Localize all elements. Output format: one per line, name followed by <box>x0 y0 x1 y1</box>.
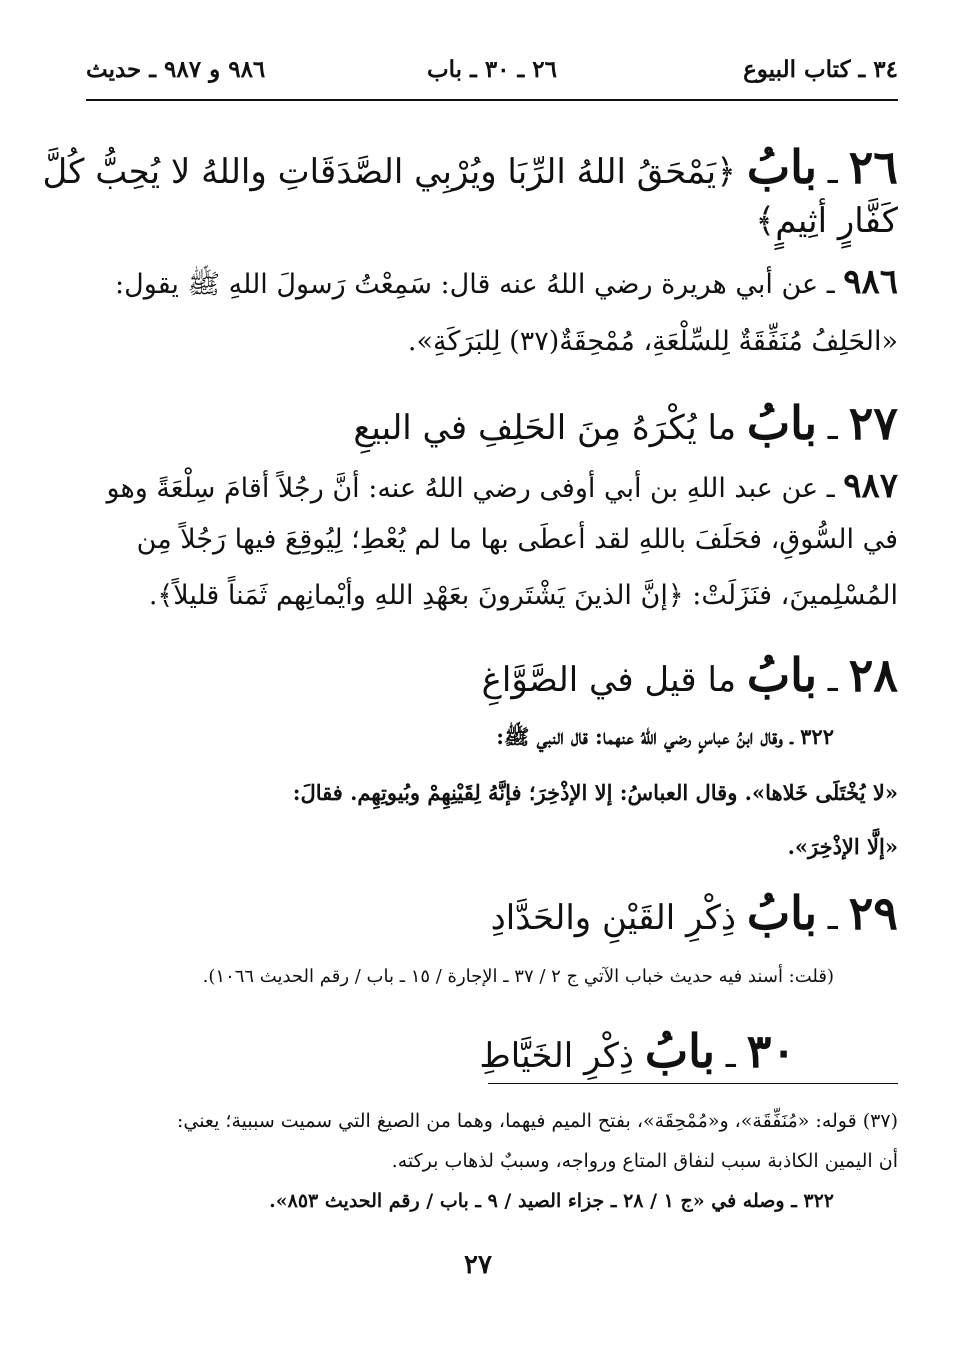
hadith-text: ـ عن أبي هريرة رضي اللهُ عنه قال: سَمِعْتُ رَسولَ اللهِ ﷺ يقول: <box>115 269 844 300</box>
muallaq-322-line-3: «إلَّا الإذْخِرَ». <box>787 834 898 859</box>
chapter-title: ذِكْرِ الخَيَّاطِ <box>479 1036 645 1076</box>
chapter-26-heading <box>42 140 898 194</box>
chapter-30-heading <box>56 1024 796 1078</box>
chapter-title: ذِكْرِ القَيْنِ والحَدَّادِ <box>490 898 747 938</box>
page-number: ٢٧ <box>464 1250 492 1280</box>
chapter-bab-word: بابُ <box>746 886 817 940</box>
chapter-28-heading <box>56 648 898 702</box>
header-chapter-range: ٢٦ ـ ٣٠ ـ باب <box>426 56 558 83</box>
chapter-26-heading-continued: كَفَّارٍ أثِيمٍ﴾ <box>755 201 898 241</box>
chapter-number: ٣٠ <box>746 1024 796 1078</box>
chapter-number: ٢٧ <box>848 396 898 450</box>
chapter-separator: ـ <box>817 660 849 700</box>
running-header <box>86 56 898 96</box>
header-hadith-range: ٩٨٦ و ٩٨٧ ـ حديث <box>86 56 266 83</box>
chapter-number: ٢٦ <box>848 140 898 194</box>
muallaq-322-line-1: ٣٢٢ ـ وقال ابنُ عباسٍ رضي اللهُ عنهما: قال النبي ﷺ: <box>496 724 834 749</box>
hadith-987-line-2: في السُّوقِ، فحَلَفَ باللهِ لقد أعطَى بها ما لم يُعْطِ؛ لِيُوقِعَ فيها رَجُلاً مِن <box>136 524 898 555</box>
chapter-29-heading <box>56 886 898 940</box>
chapter-title: ما قيل في الصَّوَّاغِ <box>481 660 747 700</box>
chapter-separator: ـ <box>817 408 849 448</box>
chapter-number: ٢٨ <box>848 648 898 702</box>
chapter-bab-word: بابُ <box>746 648 817 702</box>
footnote-37-line-2: أن اليمين الكاذبة سبب لنفاق المتاع ورواجه، وسببٌ لذهاب بركته. <box>391 1150 898 1172</box>
footnote-divider <box>488 1083 898 1084</box>
chapter-number: ٢٩ <box>848 886 898 940</box>
chapter-title: ﴿يَمْحَقُ اللهُ الرِّبَا ويُرْبِي الصَّدَقَاتِ واللهُ لا يُحِبُّ كُلَّ <box>42 152 747 192</box>
hadith-986-line-2: «الحَلِفُ مُنَفِّقَةٌ لِلسِّلْعَةِ، مُمْحِقَةٌ(٣٧) لِلبَرَكَةِ». <box>407 326 898 357</box>
hadith-number: ٩٨٦ <box>843 262 898 302</box>
footnote-322: ٣٢٢ ـ وصله في «ج ١ / ٢٨ ـ جزاء الصيد / ٩ ـ باب / رقم الحديث ٨٥٣». <box>269 1190 834 1212</box>
chapter-separator: ـ <box>817 152 849 192</box>
hadith-987-line-3: المُسْلِمينَ، فنَزَلَتْ: ﴿إنَّ الذينَ يَشْتَرونَ بعَهْدِ اللهِ وأيْمانِهم ثَمَناً قليلاً﴾. <box>148 580 898 611</box>
chapter-27-heading <box>56 396 898 450</box>
chapter-bab-word: بابُ <box>746 396 817 450</box>
footnote-37-line-1: (٣٧) قوله: «مُنَفِّقَة»، و«مُمْحِقَة»، بفتح الميم فيهما، وهما من الصيغ التي سميت سببية؛ يعني: <box>176 1110 898 1132</box>
hadith-number: ٩٨٧ <box>843 466 898 506</box>
hadith-text: ـ عن عبد اللهِ بن أبي أوفى رضي اللهُ عنه: أنَّ رجُلاً أقامَ سِلْعَةً وهو <box>106 473 844 504</box>
hadith-986-line-1 <box>56 262 898 307</box>
chapter-title: ما يُكْرَهُ مِنَ الحَلِفِ في البيعِ <box>353 408 747 448</box>
hadith-987-line-1 <box>56 466 898 506</box>
chapter-bab-word: بابُ <box>746 140 817 194</box>
header-book-title: ٣٤ ـ كتاب البيوع <box>743 56 898 83</box>
chapter-separator: ـ <box>715 1036 747 1076</box>
muallaq-322-line-2: «لا يُخْتَلَى خَلاها». وقال العباسُ: إلا الإذْخِرَ؛ فإنَّهُ لِقَيْنِهِمْ وبُيوتِهِم. فقالَ: <box>292 780 898 805</box>
chapter-bab-word: بابُ <box>644 1024 715 1078</box>
editor-note: (قلت: أسند فيه حديث خباب الآتي ج ٢ / ٣٧ ـ الإجارة / ١٥ ـ باب / رقم الحديث ١٠٦٦). <box>202 966 834 987</box>
chapter-separator: ـ <box>817 898 849 938</box>
header-divider <box>86 99 898 101</box>
